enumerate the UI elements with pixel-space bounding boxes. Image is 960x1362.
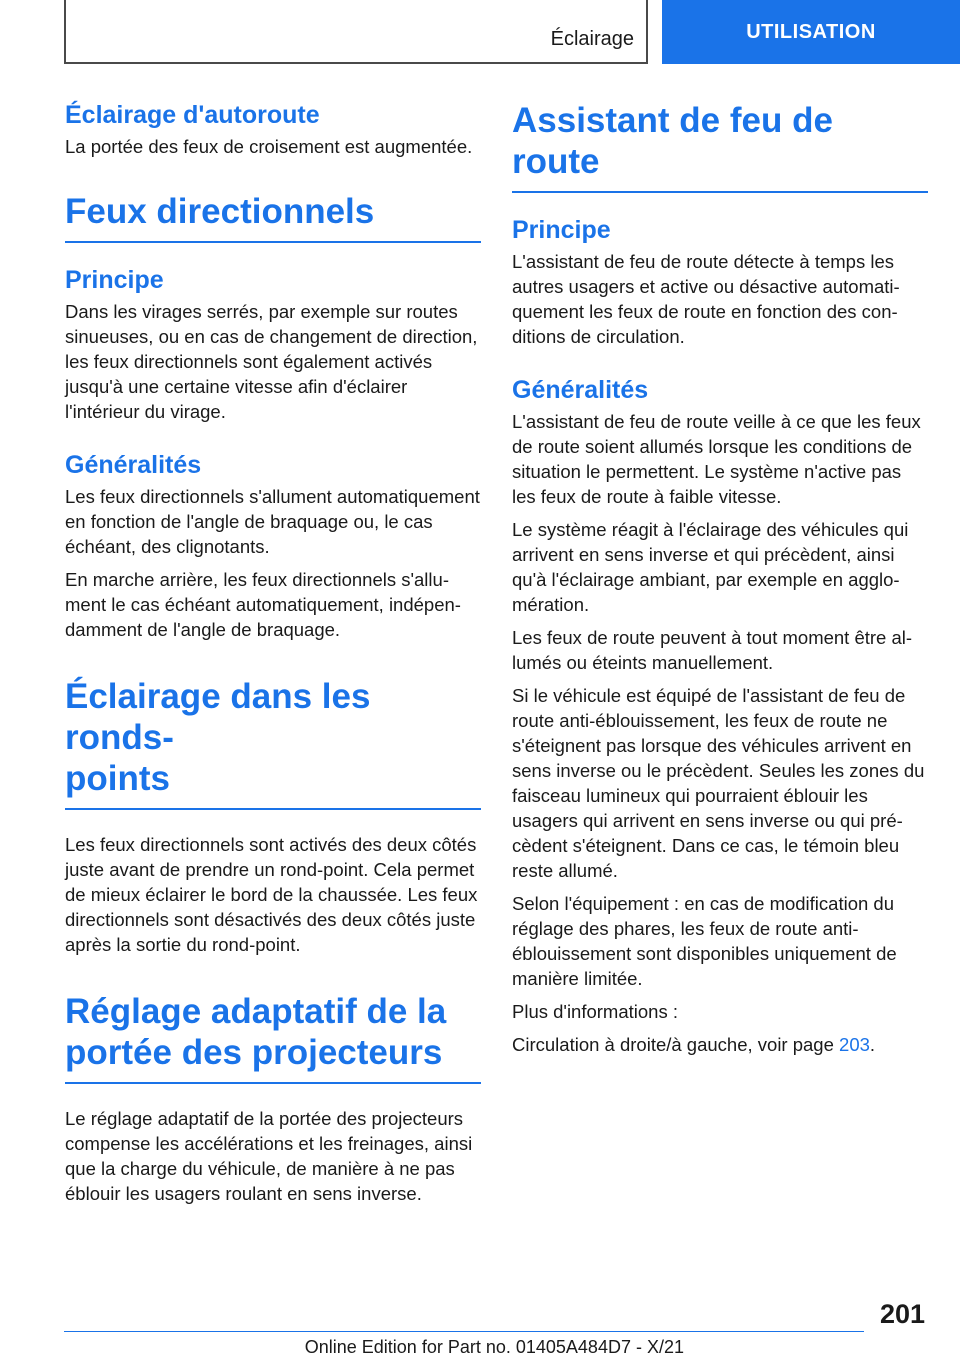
ronds-points-heading	[65, 676, 481, 810]
autoroute-heading: Éclairage d'autoroute	[65, 101, 320, 129]
assistant-p2: Le système réagit à l'éclairage des véhicules qui arrivent en sens inverse et qui précèdent, ainsi qu'à l'éclairage ambiant, par exemple en agglomération.	[512, 519, 909, 615]
feux-generalites-p1: Les feux directionnels s'allument automatiquement en fonction de l'angle de braquage ou, le cas échéant, des clignotants.	[65, 486, 480, 557]
left-column	[65, 100, 481, 1214]
footer-divider	[64, 1331, 864, 1332]
right-column	[512, 100, 928, 1065]
assistant-principe-heading: Principe	[512, 216, 611, 244]
assistant-p5: Selon l'équipement : en cas de modification du réglage des phares, les feux de route anti-éblouissement sont disponibles uniquement de manière limitée.	[512, 893, 897, 989]
ronds-points-text: Les feux directionnels sont activés des deux côtés juste avant de prendre un rond-point. Cela permet de mieux éclairer le bord de la chaussée. Les feux directionnels sont désactivés des deux côtés juste après la sortie du rond-point.	[65, 834, 478, 955]
edition-text: Online Edition for Part no. 01405A484D7 - X/21	[304, 1337, 684, 1357]
assistant-p6: Plus d'informations :	[512, 1001, 678, 1022]
reglage-text: Le réglage adaptatif de la portée des projecteurs compense les accélérations et les freinages, ainsi que la charge du véhicule, de manière à ne pas éblouir les usagers roulant en sens inverse.	[65, 1108, 473, 1204]
feux-generalites-p2: En marche arrière, les feux directionnels s'allument le cas échéant automatiquement, indépendamment de l'angle de braquage.	[65, 569, 461, 640]
assistant-generalites-heading: Généralités	[512, 376, 649, 404]
assistant-principe-text: L'assistant de feu de route détecte à temps les autres usagers et active ou désactive automatiquement les feux de route en fonction des conditions de circulation.	[512, 251, 900, 347]
assistant-p7-text: Circulation à droite/à gauche, voir page	[512, 1034, 840, 1055]
assistant-p1: L'assistant de feu de route veille à ce que les feux de route soient allumés lorsque les conditions de situation le permettent. Le système n'active pas les feux de route à faible vitesse.	[512, 411, 921, 507]
reglage-heading-line1: Réglage adaptatif de la	[65, 992, 447, 1031]
assistant-p7-end: .	[869, 1034, 876, 1055]
feux-directionnels-heading: Feux directionnels	[65, 191, 481, 243]
feux-generalites-heading: Généralités	[65, 451, 202, 479]
header-section-title: Éclairage	[550, 28, 634, 50]
autoroute-text: La portée des feux de croisement est augmentée.	[65, 136, 473, 157]
assistant-p7	[512, 1032, 928, 1057]
reglage-heading	[65, 991, 481, 1084]
reglage-heading-line2: portée des projecteurs	[65, 1033, 443, 1072]
ronds-points-heading-line1: Éclairage dans les ronds-	[65, 677, 371, 757]
ronds-points-heading-line2: points	[65, 759, 170, 798]
page-203-link[interactable]: 203	[839, 1034, 870, 1055]
page-number: 201	[879, 1299, 925, 1329]
feux-principe-text: Dans les virages serrés, par exemple sur routes sinueuses, ou en cas de changement de direction, les feux directionnels sont également activés jusqu'à une certaine vitesse afin d'éclairer l'intérieur du virage.	[65, 301, 478, 422]
feux-principe-heading: Principe	[65, 266, 164, 294]
assistant-p3: Les feux de route peuvent à tout moment être allumés ou éteints manuellement.	[512, 627, 913, 673]
assistant-p4: Si le véhicule est équipé de l'assistant de feu de route anti-éblouissement, les feux de route ne s'éteignent pas lorsque des véhicules arrivent en sens inverse ou le précèdent. Seules les zones du faisceau lumineux qui pourraient éblouir les usagers qui arrivent en sens inverse ou qui précèdent s'éteignent. Dans ce cas, le témoin bleu reste allumé.	[512, 685, 925, 881]
header-chapter-tab: UTILISATION	[662, 0, 960, 64]
assistant-heading: Assistant de feu de route	[512, 100, 928, 193]
